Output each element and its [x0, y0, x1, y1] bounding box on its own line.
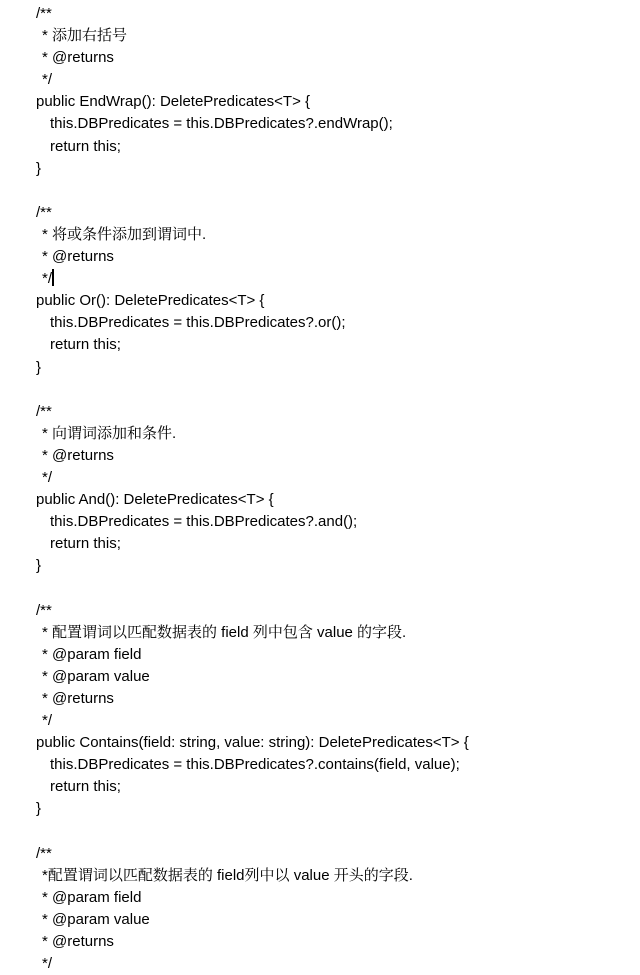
code-line-text: */	[42, 71, 53, 89]
code-line-text: /**	[36, 402, 52, 420]
code-line-text: }	[36, 557, 42, 575]
code-line	[0, 136, 640, 158]
code-line	[0, 887, 640, 909]
blank-line	[0, 379, 640, 401]
code-line-text: * @param value	[42, 667, 150, 685]
code-line	[0, 865, 640, 887]
code-line-text: public Contains(field: string, value: string): DeletePredicates<T> {	[36, 734, 469, 752]
code-line-text: /**	[36, 601, 52, 619]
code-line	[0, 710, 640, 732]
code-line	[0, 47, 640, 69]
code-line-text: * @returns	[42, 49, 114, 67]
code-line	[0, 489, 640, 511]
code-line-text: /**	[36, 5, 52, 22]
code-line-text: }	[36, 358, 42, 376]
code-line	[0, 312, 640, 334]
code-line	[0, 423, 640, 445]
code-line	[0, 909, 640, 931]
blank-line	[0, 180, 640, 202]
code-line	[0, 754, 640, 776]
code-line-text: * @returns	[42, 689, 114, 707]
code-line-text: * @param value	[42, 910, 150, 928]
code-line	[0, 69, 640, 91]
code-line-text: *配置谓词以匹配数据表的 field列中以 value 开头的字段.	[42, 866, 413, 884]
code-line	[0, 533, 640, 555]
code-line-text: return this;	[50, 336, 121, 354]
code-line-text: return this;	[50, 535, 121, 553]
code-line	[0, 158, 640, 180]
code-line	[0, 622, 640, 644]
code-line	[0, 666, 640, 688]
code-line-text: this.DBPredicates = this.DBPredicates?.and();	[50, 513, 358, 531]
code-line	[0, 334, 640, 356]
code-line	[0, 688, 640, 710]
code-line	[0, 798, 640, 820]
code-line	[0, 268, 640, 290]
code-line-text: public Or(): DeletePredicates<T> {	[36, 292, 265, 310]
code-line	[0, 776, 640, 798]
code-line	[0, 511, 640, 533]
code-line-text: * @returns	[42, 446, 114, 464]
code-line-text: this.DBPredicates = this.DBPredicates?.endWrap();	[50, 115, 393, 133]
code-line-text: * 配置谓词以匹配数据表的 field 列中包含 value 的字段.	[42, 623, 407, 641]
code-line	[0, 445, 640, 467]
code-line-text: */	[42, 270, 53, 288]
code-line-text: * @returns	[42, 248, 114, 266]
code-line-text: * @returns	[42, 932, 114, 950]
code-line	[0, 467, 640, 489]
code-line	[0, 113, 640, 135]
text-cursor	[52, 269, 54, 286]
code-line	[0, 3, 640, 25]
code-line-text: this.DBPredicates = this.DBPredicates?.contains(field, value);	[50, 756, 460, 774]
code-line-text: this.DBPredicates = this.DBPredicates?.or();	[50, 314, 346, 332]
code-line	[0, 931, 640, 953]
code-line	[0, 224, 640, 246]
blank-line	[0, 577, 640, 599]
code-line-text: /**	[36, 203, 52, 221]
code-line	[0, 401, 640, 423]
code-line	[0, 600, 640, 622]
code-line-text: */	[42, 468, 53, 486]
code-line	[0, 91, 640, 113]
code-line	[0, 25, 640, 47]
code-line	[0, 732, 640, 754]
code-line-text: /**	[36, 844, 52, 862]
blank-line	[0, 820, 640, 842]
code-line-text: return this;	[50, 137, 121, 155]
code-line	[0, 644, 640, 666]
code-line-text: }	[36, 159, 42, 177]
code-line	[0, 246, 640, 268]
code-line-text: }	[36, 800, 42, 818]
code-line-text: * 向谓词添加和条件.	[42, 424, 177, 442]
code-line-text: */	[42, 955, 53, 973]
code-line	[0, 357, 640, 379]
code-line-text: return this;	[50, 778, 121, 796]
code-line	[0, 290, 640, 312]
code-line	[0, 555, 640, 577]
code-line-text: * @param field	[42, 645, 142, 663]
code-line	[0, 202, 640, 224]
code-line-text: * 添加右括号	[42, 27, 128, 45]
code-line-text: * 将或条件添加到谓词中.	[42, 225, 207, 243]
code-line-text: */	[42, 712, 53, 729]
code-line	[0, 843, 640, 865]
code-line-text: public EndWrap(): DeletePredicates<T> {	[36, 93, 311, 111]
code-line-text: * @param field	[42, 888, 142, 906]
code-line-text: public And(): DeletePredicates<T> {	[36, 491, 274, 509]
code-line	[0, 953, 640, 975]
